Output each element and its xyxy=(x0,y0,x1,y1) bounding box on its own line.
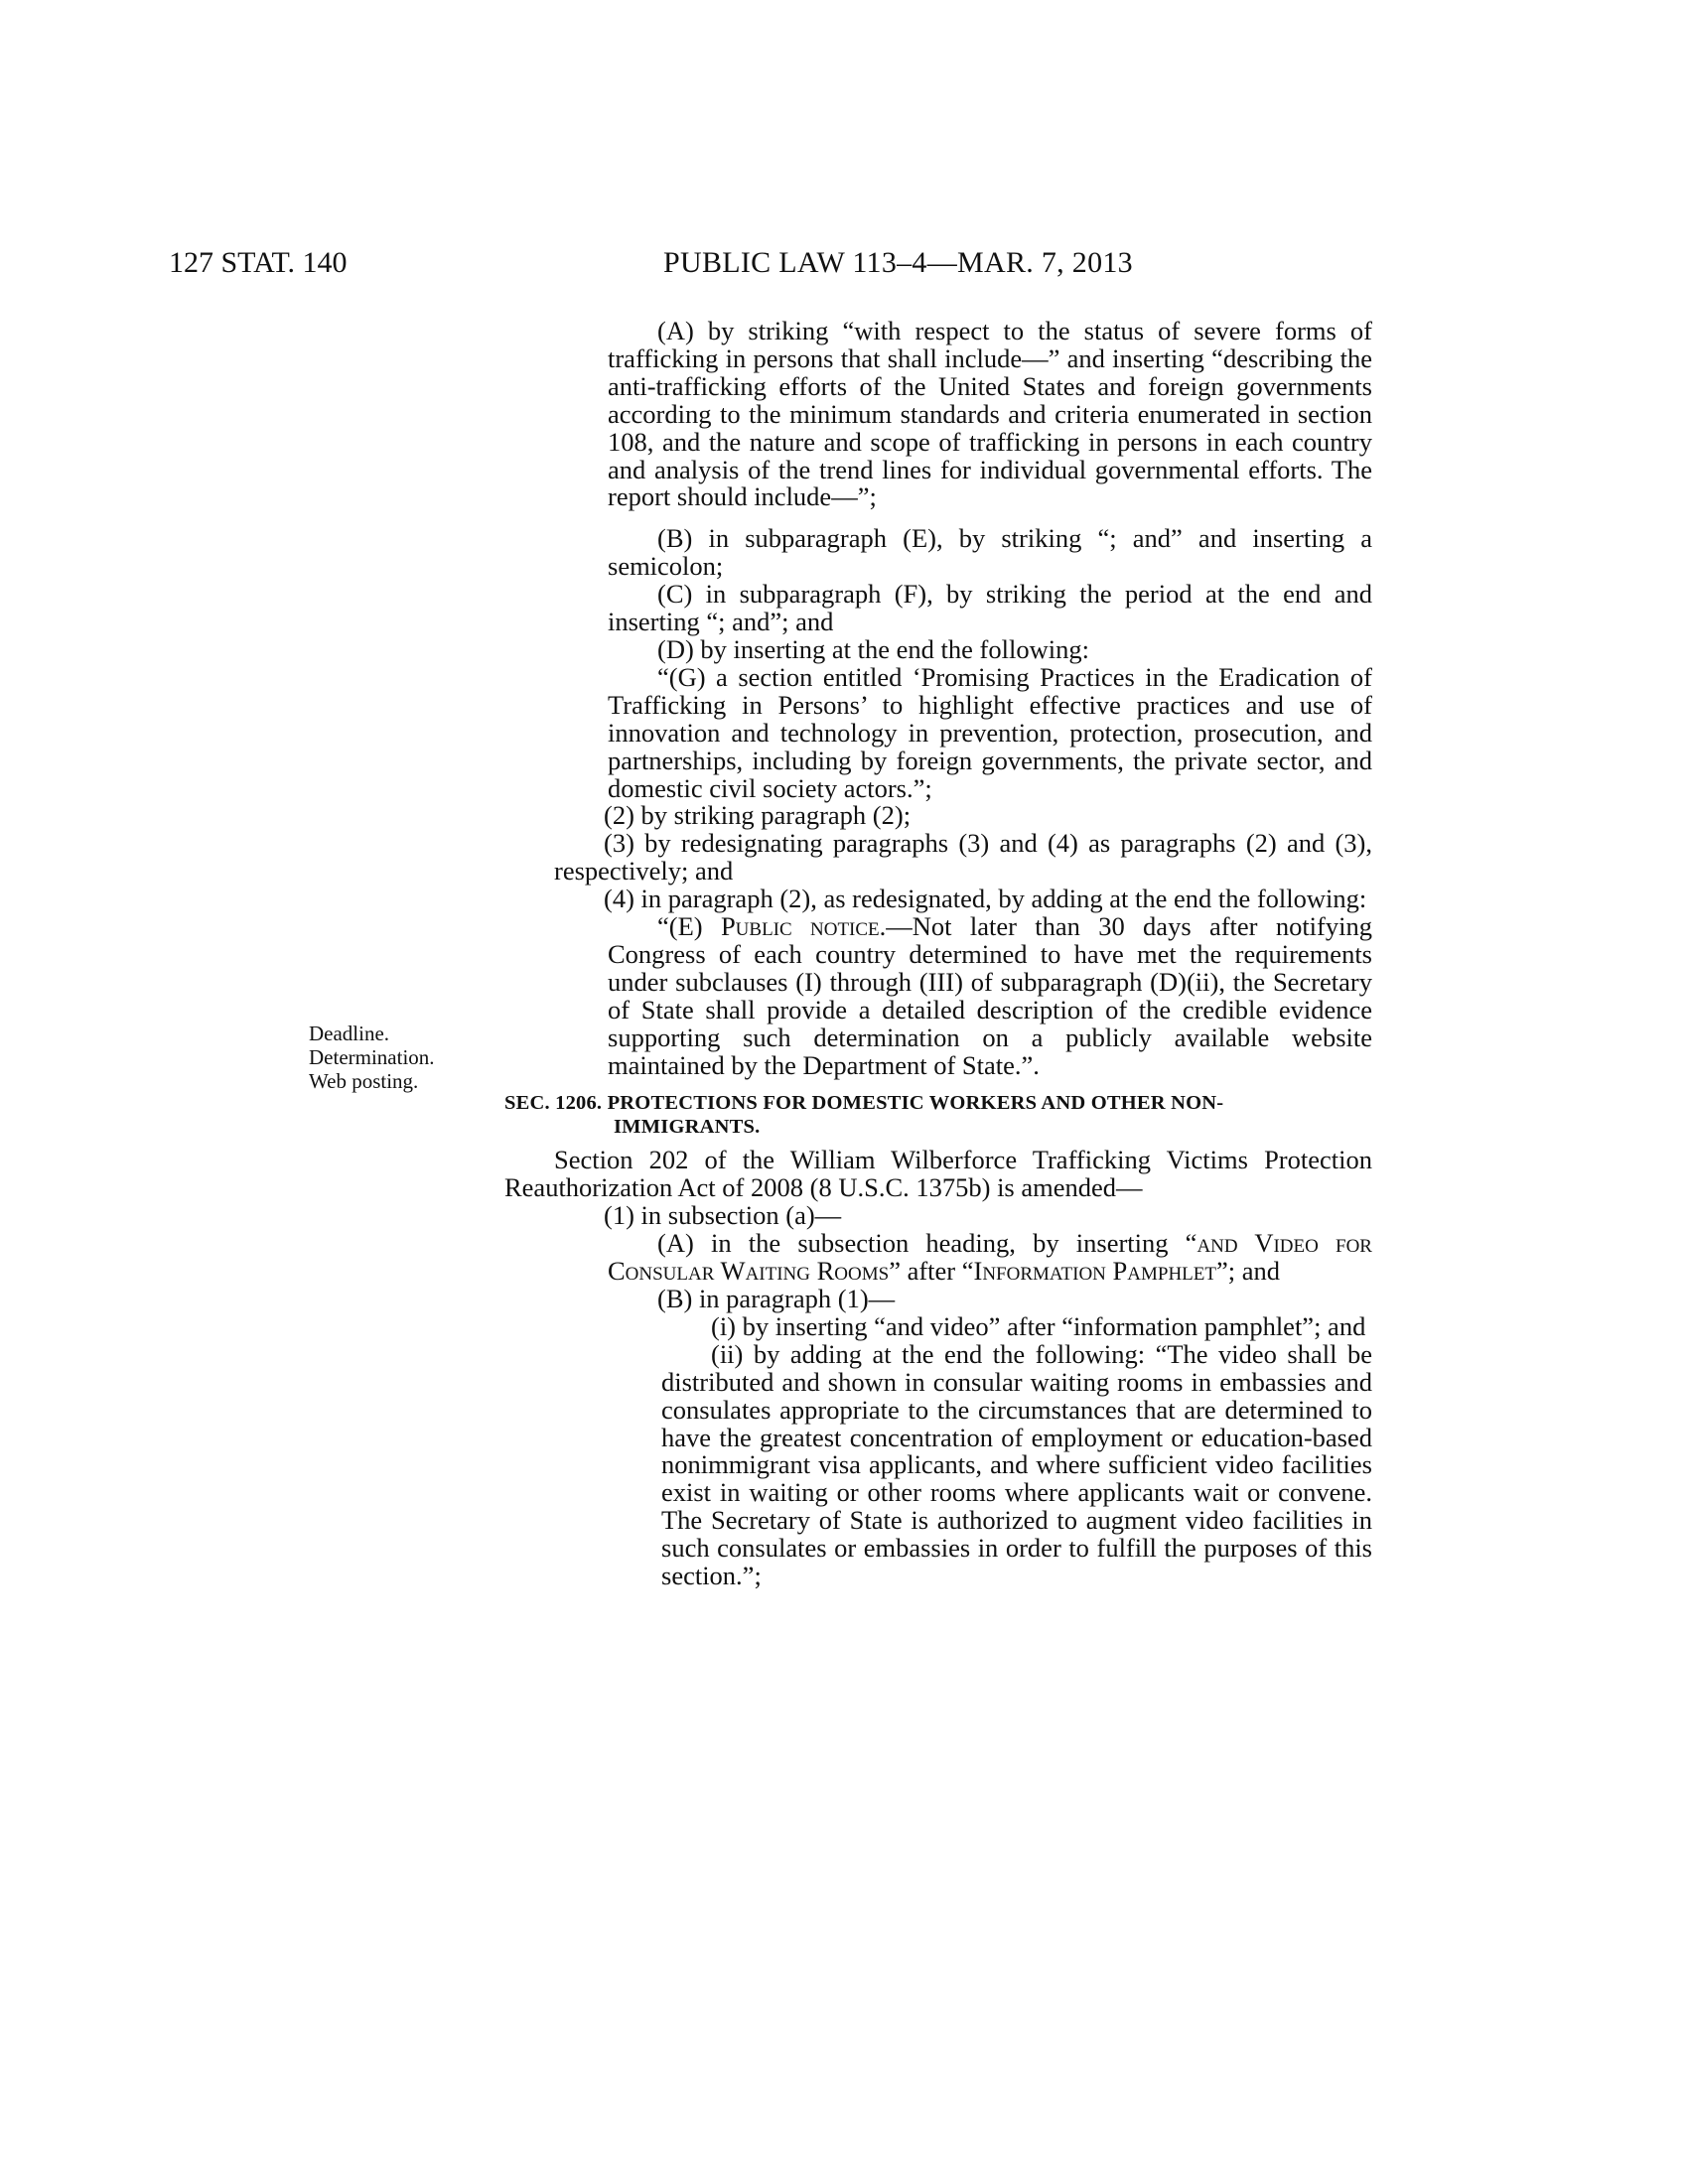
page-number: 127 STAT. 140 xyxy=(169,246,348,279)
margin-note-line: Determination. xyxy=(309,1045,435,1069)
paragraph-b: (B) in subparagraph (E), by striking “; and” and inserting a semicolon; xyxy=(608,523,1372,582)
section-heading xyxy=(504,1091,1372,1139)
section-heading-line-2: IMMIGRANTS. xyxy=(614,1116,761,1139)
section-heading-line-1: SEC. 1206. PROTECTIONS FOR DOMESTIC WORKERS AND OTHER NON- xyxy=(504,1092,1224,1115)
page-header xyxy=(0,246,1688,286)
paragraph-c: (C) in subparagraph (F), by striking the period at the end and inserting “; and”; and xyxy=(608,579,1372,637)
section-item-i: (i) by inserting “and video” after “information pamphlet”; and xyxy=(711,1310,1366,1341)
paragraph-a xyxy=(608,318,1372,511)
section-item-a-existing-heading: Information Pamphlet xyxy=(973,1256,1216,1287)
section-item-a-inserted-heading: and Video for Consular Waiting Rooms xyxy=(608,1228,1372,1287)
margin-note-line: Deadline. xyxy=(309,1022,390,1045)
margin-note-line: Web posting. xyxy=(309,1069,419,1093)
running-head: PUBLIC LAW 113–4—MAR. 7, 2013 xyxy=(663,246,1133,279)
paragraph-d: (D) by inserting at the end the following: xyxy=(657,633,1089,664)
section-item-1: (1) in subsection (a)— xyxy=(604,1200,842,1231)
section-item-ii: (ii) by adding at the end the following: “The video shall be distributed and shown in consular waiting rooms in embassies and consulates appropriate to the circumstances that are determined to have the greatest concentration of employment or education-based nonimmigrant visa applicants, and where sufficient video facilities exist in waiting or other rooms where applicants wait or convene. The Secretary of State is authorized to augment video facilities in such consulates or embassies in order to fulfill the purposes of this section.”; xyxy=(661,1338,1372,1591)
body-text xyxy=(504,318,1372,1590)
paragraph-e-label: “(E) xyxy=(657,911,721,942)
section-item-a xyxy=(608,1230,1372,1286)
paragraph-2: (2) by striking paragraph (2); xyxy=(604,800,912,831)
paragraph-a-text: (A) by striking “with respect to the status of severe forms of trafficking in persons that shall include—” and inserting “describing the anti-trafficking efforts of the United States and foreign governments according to the minimum standards and criteria enumerated in section 108, and the nature and scope of trafficking in persons in each country and analysis of the trend lines for individual governmental efforts. The report should include—”; xyxy=(608,316,1372,512)
margin-note xyxy=(309,1022,497,1093)
paragraph-3: (3) by redesignating paragraphs (3) and (4) as paragraphs (2) and (3), respectively; and xyxy=(554,828,1372,887)
section-intro: Section 202 of the William Wilberforce Trafficking Victims Protection Reauthorization Act of 2008 (8 U.S.C. 1375b) is amended— xyxy=(504,1145,1372,1203)
paragraph-e xyxy=(608,913,1372,1079)
section-item-a-text: ”; and xyxy=(1216,1256,1281,1287)
section-item-a-text: ” after “ xyxy=(889,1256,974,1287)
paragraph-4: (4) in paragraph (2), as redesignated, by adding at the end the following: xyxy=(604,884,1367,914)
paragraph-e-text: .—Not later than 30 days after notifying Congress of each country determined to have met the requirements under subclauses (I) through (III) of subparagraph (D)(ii), the Secretary of State shall provide a detailed description of the credible evidence supporting such determination on a publicly available website maintained by the Department of State.”. xyxy=(608,911,1372,1080)
paragraph-g: “(G) a section entitled ‘Promising Practices in the Eradication of Trafficking in Persons’ to highlight effective practices and use of innovation and technology in prevention, protection, prosecution, and partnerships, including by foreign governments, the private sector, and domestic civil society actors.”; xyxy=(608,661,1372,803)
section-item-a-text: (A) in the subsection heading, by inserting “ xyxy=(657,1228,1197,1259)
paragraph-e-heading: Public notice xyxy=(720,911,880,942)
section-item-b: (B) in paragraph (1)— xyxy=(657,1284,896,1313)
